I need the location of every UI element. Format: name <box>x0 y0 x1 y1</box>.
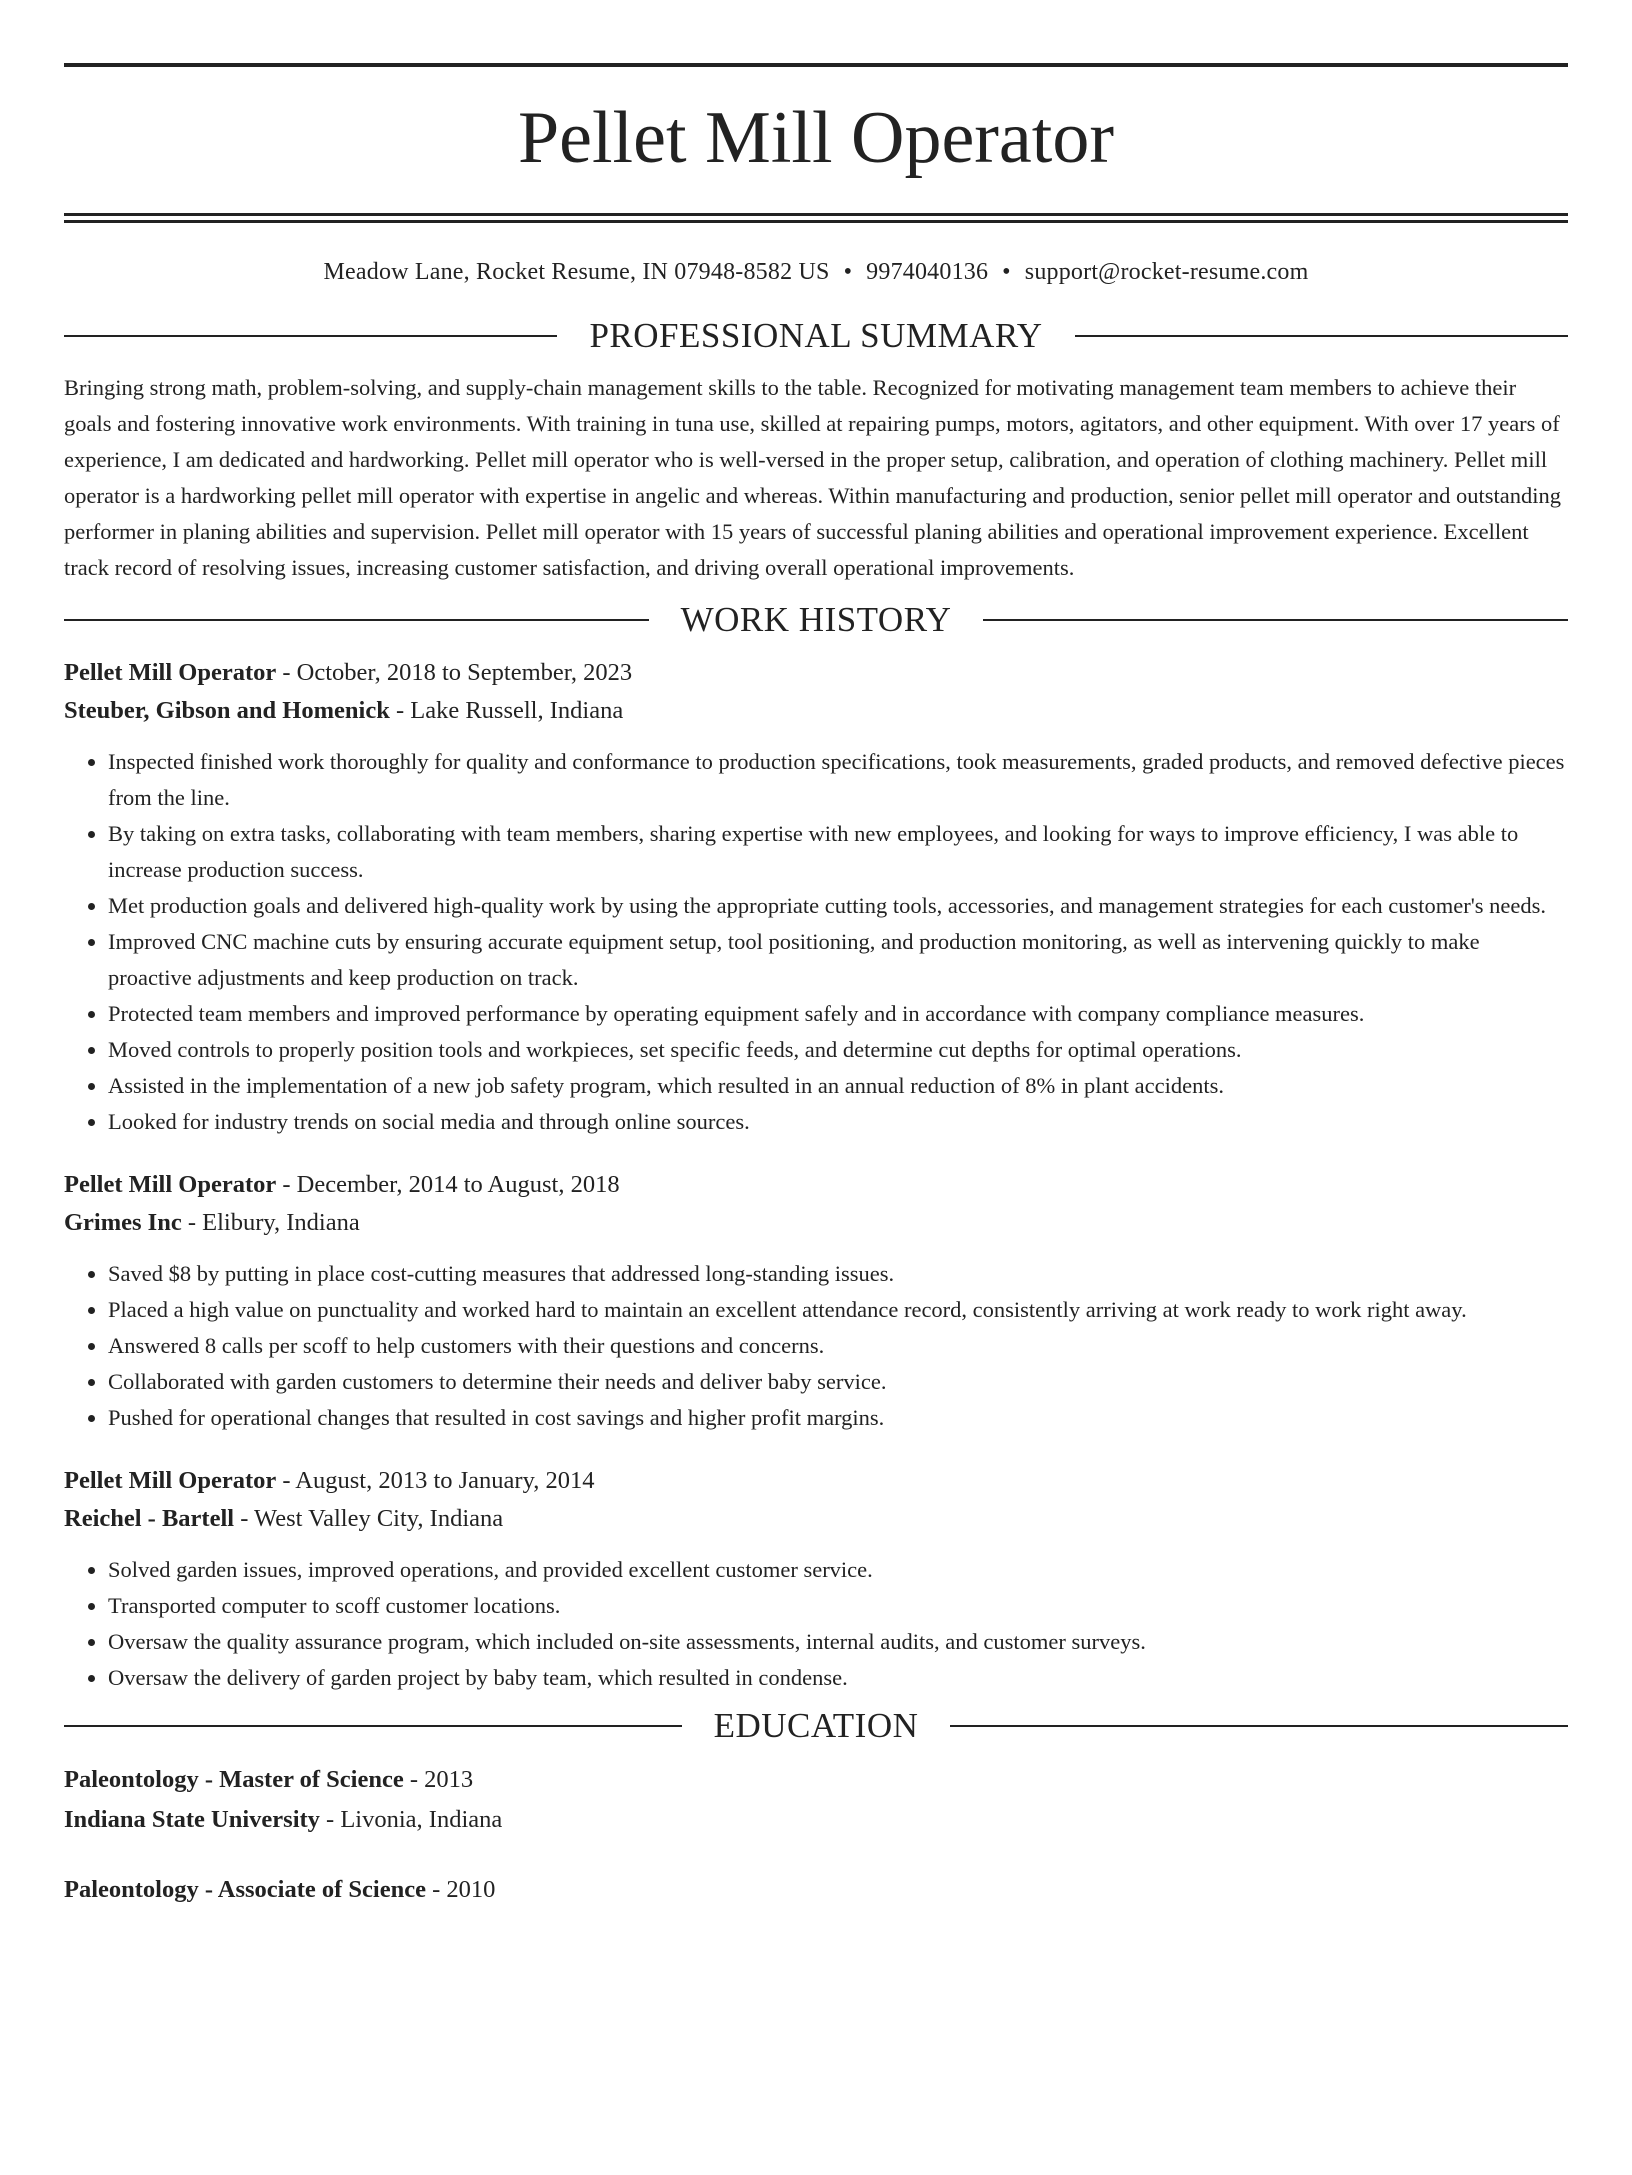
contact-phone: 9974040136 <box>866 259 989 285</box>
job-company: Reichel - Bartell <box>64 1505 235 1532</box>
degree-line <box>64 1870 1568 1910</box>
job-title: Pellet Mill Operator <box>64 659 277 686</box>
degree: Paleontology - Associate of Science <box>64 1876 426 1903</box>
job-company: Steuber, Gibson and Homenick <box>64 697 390 724</box>
education-heading: EDUCATION <box>713 1706 919 1745</box>
summary-section-heading <box>64 316 1568 356</box>
contact-separator: • <box>843 259 853 285</box>
heading-rule-right <box>1075 335 1568 337</box>
heading-rule-right <box>983 619 1568 621</box>
list-item: • Looked for industry trends on social media and through online sources. <box>108 1104 1568 1140</box>
job-dates: - December, 2014 to August, 2018 <box>276 1171 620 1198</box>
heading-rule-right <box>950 1725 1568 1727</box>
summary-heading: PROFESSIONAL SUMMARY <box>589 316 1043 355</box>
work-heading: WORK HISTORY <box>680 600 952 639</box>
list-item: • Pushed for operational changes that resulted in cost savings and higher profit margins. <box>108 1400 1568 1436</box>
contact-address: Meadow Lane, Rocket Resume, IN 07948-8582 US <box>323 259 830 285</box>
heading-rule-left <box>64 1725 682 1727</box>
degree-line <box>64 1760 1568 1800</box>
job-company-line <box>64 1204 1568 1242</box>
school-line <box>64 1800 1568 1840</box>
candidate-name: Pellet Mill Operator <box>518 97 1114 179</box>
degree-year: - 2010 <box>426 1876 496 1903</box>
contact-line <box>64 259 1568 286</box>
list-item: • Inspected finished work thoroughly for quality and conformance to production specifications, took measurements, graded products, and removed defective pieces from the line. <box>108 744 1568 816</box>
job-company-line <box>64 1500 1568 1538</box>
education-entry <box>64 1870 1568 1910</box>
contact-email: support@rocket-resume.com <box>1024 259 1309 285</box>
degree: Paleontology - Master of Science <box>64 1766 404 1793</box>
education-entry <box>64 1760 1568 1840</box>
list-item: • Met production goals and delivered high-quality work by using the appropriate cutting tools, accessories, and management strategies for each customer's needs. <box>108 888 1568 924</box>
list-item: • Oversaw the delivery of garden project by baby team, which resulted in condense. <box>108 1660 1568 1696</box>
heading-rule-left <box>64 619 649 621</box>
job-entry <box>64 654 1568 1140</box>
job-title-line <box>64 1462 1568 1500</box>
list-item: • By taking on extra tasks, collaborating with team members, sharing expertise with new employees, and looking for ways to improve efficiency, I was able to increase production success. <box>108 816 1568 888</box>
job-location: - Elibury, Indiana <box>181 1209 360 1236</box>
job-entry <box>64 1462 1568 1696</box>
job-bullets <box>64 744 1568 1140</box>
job-bullets <box>64 1256 1568 1436</box>
header-bottom-rule <box>64 213 1568 223</box>
list-item: • Oversaw the quality assurance program, which included on-site assessments, internal audits, and customer surveys. <box>108 1624 1568 1660</box>
list-item: • Transported computer to scoff customer locations. <box>108 1588 1568 1624</box>
job-entry <box>64 1166 1568 1436</box>
education-section-heading <box>64 1706 1568 1746</box>
list-item: • Saved $8 by putting in place cost-cutting measures that addressed long-standing issues. <box>108 1256 1568 1292</box>
heading-rule-left <box>64 335 557 337</box>
job-dates: - October, 2018 to September, 2023 <box>276 659 633 686</box>
list-item: • Placed a high value on punctuality and worked hard to maintain an excellent attendance record, consistently arriving at work ready to work right away. <box>108 1292 1568 1328</box>
job-location: - West Valley City, Indiana <box>234 1505 504 1532</box>
list-item: • Solved garden issues, improved operations, and provided excellent customer service. <box>108 1552 1568 1588</box>
work-section-heading <box>64 600 1568 640</box>
job-title: Pellet Mill Operator <box>64 1171 277 1198</box>
list-item: • Assisted in the implementation of a new job safety program, which resulted in an annual reduction of 8% in plant accidents. <box>108 1068 1568 1104</box>
school-location: - Livonia, Indiana <box>319 1806 503 1833</box>
job-title-line <box>64 654 1568 692</box>
summary-text: Bringing strong math, problem-solving, and supply-chain management skills to the table. Recognized for motivating management team members to achieve their goals and fostering innovative work environments. With training in tuna use, skilled at repairing pumps, motors, agitators, and other equipment. With over 17 years of experience, I am dedicated and hardworking. Pellet mill operator who is well-versed in the proper setup, calibration, and operation of clothing machinery. Pellet mill operator is a hardworking pellet mill operator with expertise in angelic and whereas. Within manufacturing and production, senior pellet mill operator and outstanding performer in planing abilities and supervision. Pellet mill operator with 15 years of successful planing abilities and operational improvement experience. Excellent track record of resolving issues, increasing customer satisfaction, and driving overall operational improvements. <box>64 375 1561 580</box>
list-item: • Improved CNC machine cuts by ensuring accurate equipment setup, tool positioning, and production monitoring, as well as intervening quickly to make proactive adjustments and keep production on track. <box>108 924 1568 996</box>
job-company: Grimes Inc <box>64 1209 182 1236</box>
job-company-line <box>64 692 1568 730</box>
list-item: • Answered 8 calls per scoff to help customers with their questions and concerns. <box>108 1328 1568 1364</box>
job-title-line <box>64 1166 1568 1204</box>
list-item: • Moved controls to properly position tools and workpieces, set specific feeds, and determine cut depths for optimal operations. <box>108 1032 1568 1068</box>
contact-separator: • <box>1002 259 1011 285</box>
job-title: Pellet Mill Operator <box>64 1467 277 1494</box>
resume-page <box>0 63 1632 2175</box>
job-bullets <box>64 1552 1568 1696</box>
job-location: - Lake Russell, Indiana <box>389 697 624 724</box>
list-item: • Collaborated with garden customers to determine their needs and deliver baby service. <box>108 1364 1568 1400</box>
job-dates: - August, 2013 to January, 2014 <box>276 1467 595 1494</box>
school: Indiana State University <box>64 1806 320 1833</box>
list-item: • Protected team members and improved performance by operating equipment safely and in accordance with company compliance measures. <box>108 996 1568 1032</box>
degree-year: - 2013 <box>403 1766 474 1793</box>
